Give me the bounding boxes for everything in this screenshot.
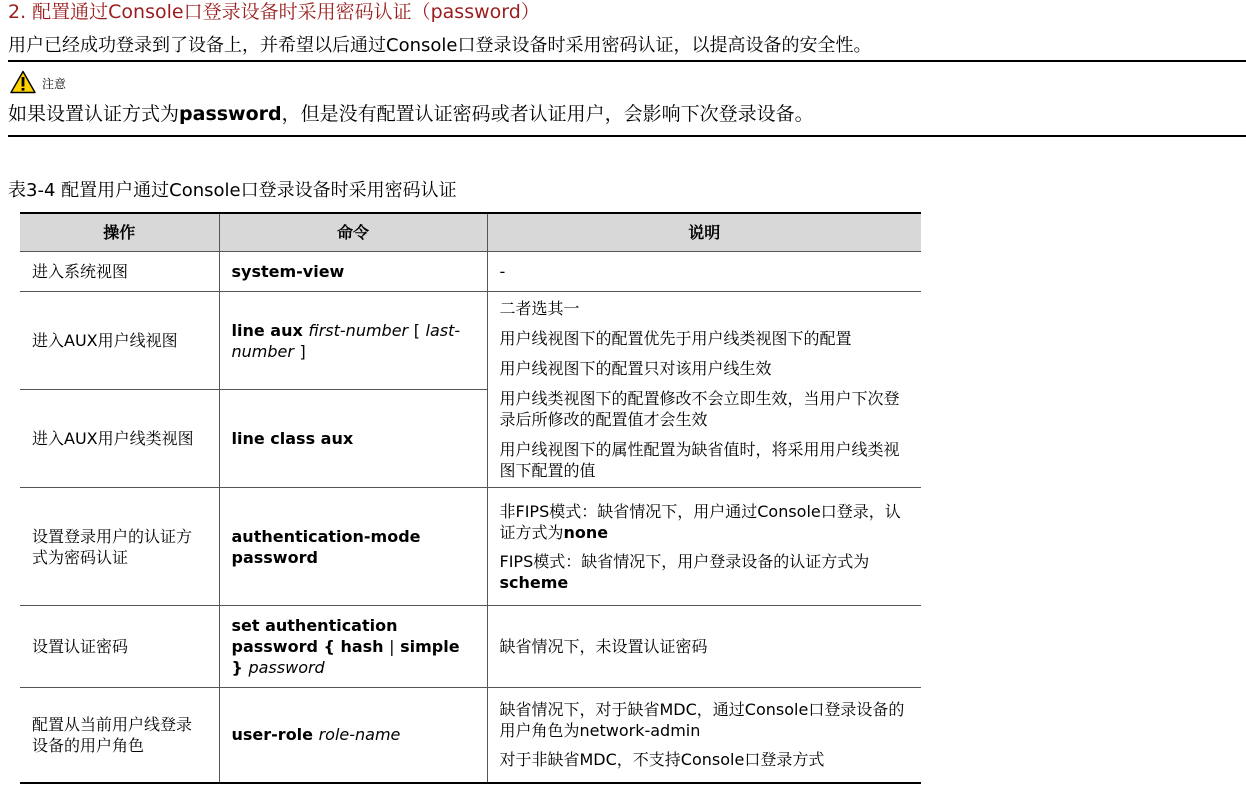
row-description — [487, 292, 921, 488]
description-line: 对于非缺省MDC，不支持Console口登录方式 — [499, 750, 825, 770]
description-line: 用户线视图下的配置只对该用户线生效 — [499, 359, 772, 378]
table-row — [20, 488, 921, 606]
section-title: 2. 配置通过Console口登录设备时采用密码认证（password） — [8, 1, 540, 23]
command-table — [20, 212, 921, 784]
description-text: 非FIPS模式：缺省情况下，用户通过Console口登录，认证方式为 — [499, 501, 901, 542]
caution-text-keyword: password — [179, 103, 282, 125]
row-command: authentication-mode password — [219, 488, 487, 606]
row-operation: 设置认证密码 — [20, 606, 219, 688]
row-command — [219, 292, 487, 390]
caution-label: 注意 — [42, 77, 67, 91]
description-line: 用户线类视图下的配置修改不会立即生效，当用户下次登录后所修改的配置值才会生效 — [499, 389, 900, 429]
row-description: - — [487, 252, 921, 292]
table-row — [20, 292, 921, 390]
command-keyword: line aux — [231, 320, 303, 340]
description-line: 缺省情况下，对于缺省MDC，通过Console口登录设备的用户角色为network-admin — [499, 700, 905, 741]
header-operation: 操作 — [20, 213, 219, 252]
table-row — [20, 606, 921, 688]
description-line — [500, 501, 910, 543]
row-description — [487, 688, 921, 783]
description-line: 用户线视图下的配置优先于用户线类视图下的配置 — [499, 329, 852, 348]
command-bracket-open: [ — [413, 320, 420, 340]
description-text: FIPS模式：缺省情况下，用户登录设备的认证方式为 — [499, 551, 870, 571]
table-caption: 表3-4 配置用户通过Console口登录设备时采用密码认证 — [8, 180, 457, 201]
command-bracket-close: ] — [299, 341, 306, 361]
caution-top-rule — [8, 60, 1246, 62]
row-command: line class aux — [219, 390, 487, 488]
row-command: system-view — [219, 252, 487, 292]
table-row — [20, 252, 921, 292]
command-keyword: user-role — [231, 725, 314, 745]
row-description: 缺省情况下，未设置认证密码 — [487, 606, 921, 688]
description-keyword: scheme — [499, 572, 569, 592]
row-command — [219, 606, 487, 688]
row-description — [487, 488, 921, 606]
command-argument: password — [248, 658, 325, 677]
header-description: 说明 — [487, 213, 921, 252]
row-operation: 设置登录用户的认证方式为密码认证 — [20, 488, 219, 606]
caution-bottom-rule — [8, 135, 1246, 137]
row-operation: 进入系统视图 — [20, 252, 219, 292]
command-keyword: set authentication password { hash — [231, 616, 398, 656]
warning-triangle-icon — [10, 70, 36, 94]
row-operation: 配置从当前用户线登录设备的用户角色 — [20, 688, 219, 783]
command-keyword: simple } — [231, 637, 460, 677]
header-command: 命令 — [219, 213, 487, 252]
row-operation: 进入AUX用户线视图 — [20, 292, 219, 390]
command-argument: first-number — [308, 320, 409, 340]
table-row — [20, 688, 921, 783]
description-line: 用户线视图下的属性配置为缺省值时，将采用用户线类视图下配置的值 — [499, 440, 900, 480]
command-argument: role-name — [318, 725, 401, 745]
caution-header — [10, 66, 66, 94]
description-line: 二者选其一 — [499, 299, 580, 318]
description-keyword: none — [563, 522, 609, 542]
command-separator: | — [389, 637, 395, 656]
table-header-row — [20, 213, 921, 252]
row-command — [219, 688, 487, 783]
caution-text — [8, 99, 814, 126]
description-line — [500, 551, 910, 593]
row-operation: 进入AUX用户线类视图 — [20, 390, 219, 488]
command-argument: last-number — [231, 320, 461, 361]
caution-text-before: 如果设置认证方式为 — [8, 103, 180, 125]
intro-paragraph: 用户已经成功登录到了设备上，并希望以后通过Console口登录设备时采用密码认证，以提高设备的安全性。 — [8, 35, 872, 56]
caution-text-after: ，但是没有配置认证密码或者认证用户，会影响下次登录设备。 — [281, 103, 814, 125]
